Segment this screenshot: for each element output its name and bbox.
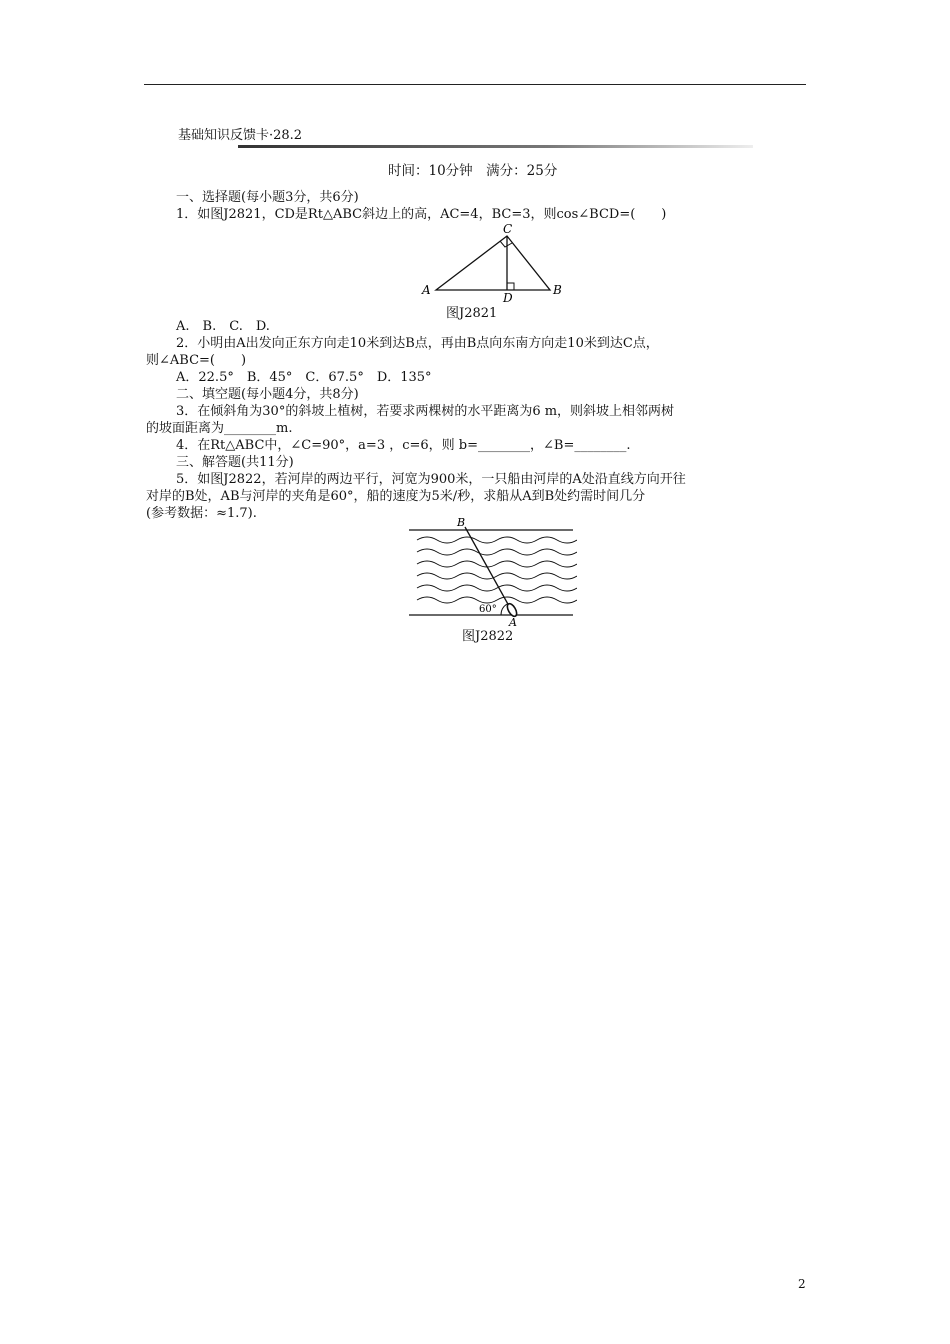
figure-j2821 [418, 222, 568, 304]
question-2-line1: 2．小明由A出发向正东方向走10米到达B点，再由B点向东南方向走10米到达C点， [176, 336, 659, 351]
question-3-line2: 的坡面距离为________m. [146, 421, 293, 436]
question-5-line3: (参考数据：≈1.7). [146, 506, 257, 521]
section-choice-heading: 一、选择题(每小题3分，共6分) [176, 190, 359, 205]
question-2-line2: 则∠ABC=( ) [146, 353, 247, 368]
question-5-line2: 对岸的B处，AB与河岸的夹角是60°，船的速度为5米/秒，求船从A到B处约需时间几分 [146, 489, 646, 504]
label-d: D [503, 291, 513, 304]
question-1-options: A. B. C. D. [176, 319, 270, 334]
section-fill-heading: 二、填空题(每小题4分，共8分) [176, 387, 359, 402]
page-number: 2 [798, 1277, 806, 1291]
question-2-options: A．22.5° B．45° C．67.5° D．135° [176, 370, 432, 385]
question-4: 4．在Rt△ABC中，∠C=90°，a=3 ，c=6，则 b=________，∠B=________. [176, 438, 631, 453]
question-3-line1: 3．在倾斜角为30°的斜坡上植树，若要求两棵树的水平距离为6 m，则斜坡上相邻两树 [176, 404, 675, 419]
top-rule [144, 84, 806, 85]
label-a: A [422, 283, 431, 297]
figure1-caption: 图J2821 [446, 306, 498, 321]
section-solve-heading: 三、解答题(共11分) [176, 455, 294, 470]
question-5-line1: 5．如图J2822，若河岸的两边平行，河宽为900米，一只船由河岸的A处沿直线方向开往 [176, 472, 686, 487]
title-underline [238, 145, 753, 148]
angle-label: 60° [479, 604, 497, 615]
figure-j2822 [405, 516, 577, 628]
question-1: 1．如图J2821，CD是Rt△ABC斜边上的高，AC=4，BC=3，则cos∠BCD=( ) [176, 207, 667, 222]
label-a: A [509, 616, 517, 628]
label-b: B [457, 516, 466, 529]
figure2-caption: 图J2822 [462, 629, 514, 644]
time-info: 时间：10分钟 满分：25分 [388, 163, 558, 179]
label-c: C [503, 222, 513, 236]
card-title: 基础知识反馈卡·28.2 [178, 128, 303, 143]
label-b: B [553, 283, 562, 297]
